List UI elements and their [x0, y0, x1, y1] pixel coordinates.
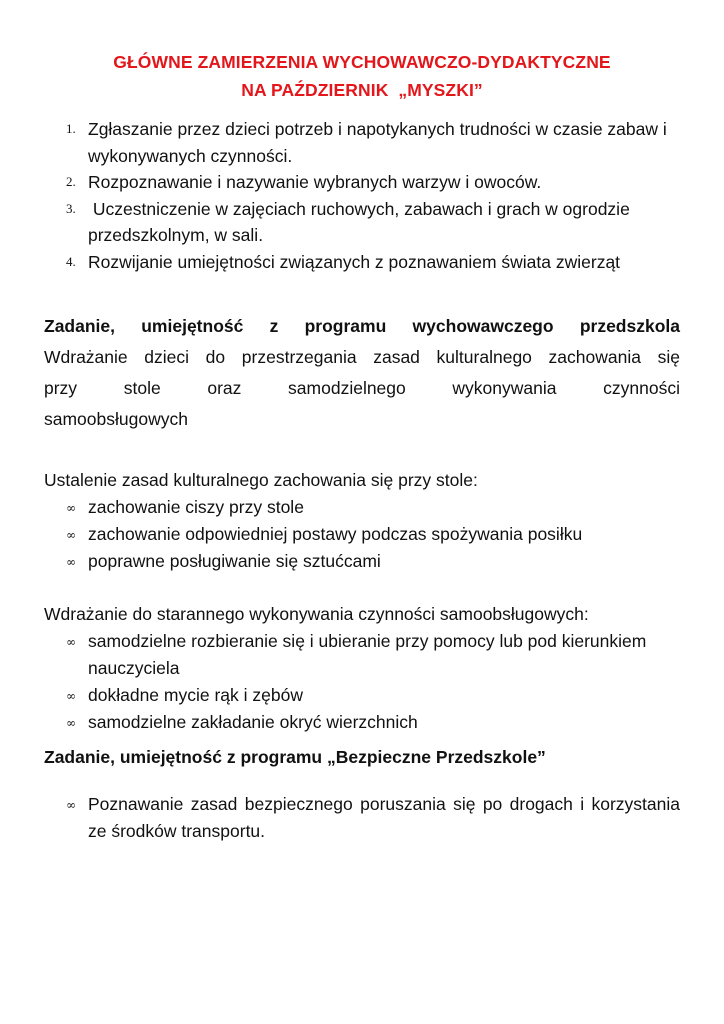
list-item [44, 628, 680, 682]
self-service-intro: Wdrażanie do starannego wykonywania czynności samoobsługowych: [44, 604, 589, 624]
goal-text: Uczestniczenie w zajęciach ruchowych, zabawach i grach w ogrodzie przedszkolnym, w sali. [88, 198, 635, 245]
list-item [44, 682, 680, 709]
goal-number: 2. [66, 174, 76, 189]
section-safe-preschool [44, 742, 680, 845]
infinity-bullet-icon: ∞ [66, 635, 76, 649]
list-item-text: samodzielne zakładanie okryć wierzchnich [88, 712, 418, 732]
goal-number: 1. [66, 121, 76, 136]
document-title [44, 48, 680, 104]
table-rules-block [44, 467, 680, 575]
self-service-list [44, 628, 680, 736]
section-text-line: przy stole oraz samodzielnego wykonywania czynności [44, 378, 680, 398]
list-item [44, 709, 680, 736]
goal-item [44, 196, 680, 249]
table-rules-intro: Ustalenie zasad kulturalnego zachowania się przy stole: [44, 470, 478, 490]
infinity-bullet-icon: ∞ [66, 689, 76, 703]
list-item-text: poprawne posługiwanie się sztućcami [88, 551, 381, 571]
goal-item [44, 249, 680, 276]
infinity-bullet-icon: ∞ [66, 528, 76, 542]
list-item [44, 521, 680, 548]
goal-text: Zgłaszanie przez dzieci potrzeb i napotykanych trudności w czasie zabaw i wykonywanych czynności. [88, 119, 667, 166]
document-page [44, 44, 680, 845]
infinity-bullet-icon: ∞ [66, 716, 76, 730]
section-heading: Zadanie, umiejętność z programu „Bezpieczne Przedszkole” [44, 747, 546, 767]
list-item [44, 494, 680, 521]
list-item-text: Poznawanie zasad bezpiecznego poruszania się po drogach i korzystania ze środków transportu. [88, 794, 680, 841]
list-item-text: samodzielne rozbieranie się i ubieranie przy pomocy lub pod kierunkiem nauczyciela [88, 631, 647, 678]
safe-preschool-list [44, 791, 680, 845]
list-item-text: zachowanie ciszy przy stole [88, 497, 304, 517]
goal-item [44, 116, 680, 169]
self-service-block [44, 601, 680, 736]
infinity-bullet-icon: ∞ [66, 501, 76, 515]
goal-text: Rozpoznawanie i nazywanie wybranych warzyw i owoców. [88, 172, 542, 192]
goal-text: Rozwijanie umiejętności związanych z poznawaniem świata zwierząt [88, 251, 621, 272]
infinity-bullet-icon: ∞ [66, 555, 76, 569]
goal-number: 3. [66, 200, 76, 216]
list-item-text: dokładne mycie rąk i zębów [88, 685, 303, 705]
section-heading: Zadanie, umiejętność z programu wychowawczego przedszkola [44, 316, 680, 336]
section-program [44, 311, 680, 435]
infinity-bullet-icon: ∞ [66, 798, 76, 812]
list-item [44, 548, 680, 575]
section-text [44, 342, 680, 435]
title-line-2: NA PAŹDZIERNIK „MYSZKI” [241, 80, 483, 100]
table-rules-list [44, 494, 680, 575]
title-line-1: GŁÓWNE ZAMIERZENIA WYCHOWAWCZO-DYDAKTYCZNE [113, 52, 611, 72]
section-text-line: samoobsługowych [44, 409, 188, 429]
list-item [44, 791, 680, 845]
goals-list [44, 116, 680, 275]
goal-item [44, 169, 680, 196]
goal-number: 4. [66, 253, 76, 269]
section-text-line: Wdrażanie dzieci do przestrzegania zasad kulturalnego zachowania się [44, 347, 680, 367]
list-item-text: zachowanie odpowiedniej postawy podczas spożywania posiłku [88, 524, 583, 544]
